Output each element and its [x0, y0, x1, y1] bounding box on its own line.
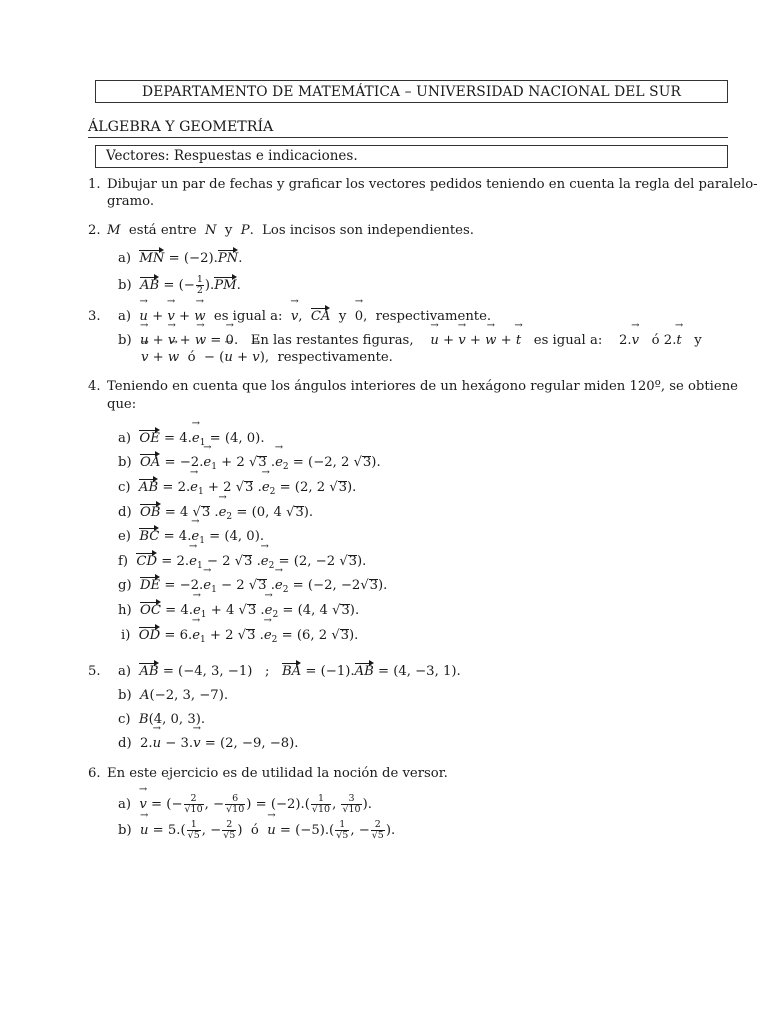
- q4-line1: Teniendo en cuenta que los ángulos interiores de un hexágono regular miden 120º, se obtiene: [107, 379, 738, 394]
- q3-item-a: a) → u + → v + → w es igual a: → v, CA y → 0, respectivamente.: [118, 308, 491, 326]
- q1-line2: gramo.: [107, 194, 155, 209]
- q5-item-c: c) B(4, 0, 3).: [118, 712, 206, 727]
- q1-line1: Dibujar un par de fechas y graficar los vectores pedidos teniendo en cuenta la regla del paralelo-: [107, 177, 758, 192]
- q4-number: 4.: [88, 379, 101, 394]
- department-header: DEPARTAMENTO DE MATEMÁTICA – UNIVERSIDAD NACIONAL DEL SUR: [95, 80, 728, 103]
- q4-item-i: i) OD = $6.\to e_1 + 2$ √3 .→ $e_2 = (6$, 2 √3).: [121, 627, 358, 649]
- q1-number: 1.: [88, 177, 101, 192]
- q4-item-d: d) OB = 4 √3 .→ $e_2 = (0$, 4 √3).: [118, 504, 313, 526]
- q3-item-b-line2: → v + → w ó − (→ u + → v), respectivamente.: [141, 349, 393, 367]
- q4-item-f: f) CD = $2.\to e_1 - 2$ √3 .→ $e_2 = (2$, −2 √3).: [118, 553, 366, 575]
- q3-number: 3.: [88, 309, 101, 324]
- q4-item-g: g) DE = $-2.\to e_1 - 2$ √3 .→ $e_2 = (-2$, −2√3).: [118, 577, 387, 599]
- q6-number: 6.: [88, 766, 101, 781]
- q2-item-a: a) MN = (−2).PN.: [118, 251, 243, 266]
- q4-item-c: c) AB = $2.\to e_1 + 2$ √3 .→ $e_2 = (2$, 2 √3).: [118, 479, 356, 501]
- q6-line1: En este ejercicio es de utilidad la noción de versor.: [107, 766, 448, 781]
- q2-item-b: b) AB = (− $\frac{1}{2}$ ).PM.: [118, 274, 241, 296]
- topic-box: Vectores: Respuestas e indicaciones.: [95, 145, 728, 168]
- course-title: ÁLGEBRA Y GEOMETRÍA: [88, 118, 728, 138]
- q5-item-a: a) AB = (−4, 3, −1) ; BA = (−1).AB = (4, −3, 1).: [118, 664, 461, 679]
- q5-item-b: b) A(−2, 3, −7).: [118, 688, 229, 703]
- q4-item-b: b) OA = $-2.\to e_1 + 2$ √3 .→ $e_2 = (-2$, 2 √3).: [118, 454, 381, 476]
- q2-number: 2.: [88, 223, 101, 238]
- q6-item-b: b) → u = 5.( $\frac{1}{√5}$ , − $\frac{2}{√5}$ ) ó → u = (−5).( $\frac{1}{√5}$ , − $\frac{2}{√5}$ ).: [118, 820, 395, 841]
- q4-line2: que:: [107, 397, 137, 412]
- q6-item-a: a) → v = (− $\frac{2}{√10}$ , − $\frac{6}{√10}$ ) = (−2).( $\frac{1}{√10}$ , $\frac{3}{√10}$ ).: [118, 794, 372, 815]
- q3-item-b: b) → u + → v + → w = → 0. En las restantes figuras, → u + → v + → w + → t es igual a: 2.→ v ó 2.→ t y: [118, 332, 702, 350]
- q4-item-a: a) OE = $4.\to e_1 = (4$, 0).: [118, 430, 265, 452]
- q4-item-h: h) OC = $4.\to e_1 + 4$ √3 .→ $e_2 = (4$, 4 √3).: [118, 602, 359, 624]
- q5-item-d: d) 2.→ u − 3.→ v = (2, −9, −8).: [118, 735, 299, 753]
- q5-number: 5.: [88, 664, 101, 679]
- q2-intro: M está entre N y P. Los incisos son independientes.: [107, 223, 474, 238]
- q4-item-e: e) BC = $4.\to e_1 = (4$, 0).: [118, 528, 264, 550]
